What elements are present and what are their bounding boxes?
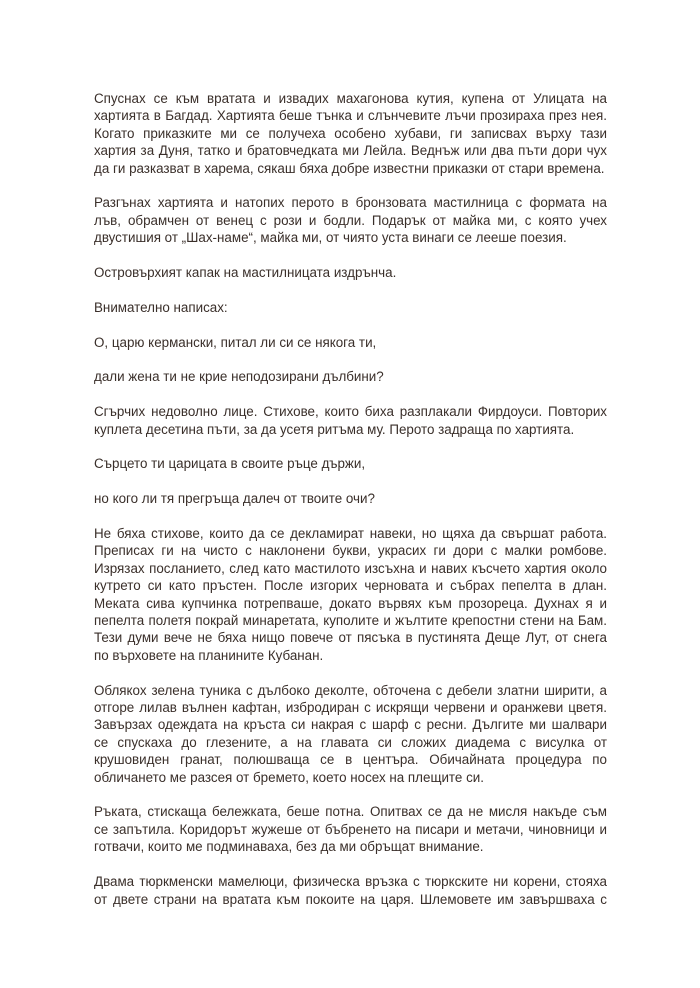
text-line: Меката сива купчинка потрепваше, докато вървях към прозореца. Духнах я и: [94, 595, 607, 611]
text-line: хартията в Багдад. Хартията беше тънка и слънчевите лъчи прозираха през нея.: [94, 108, 607, 124]
text-line: Спуснах се към вратата и извадих махагонова кутия, купена от Улицата на: [94, 91, 607, 106]
text-line: дали жена ти не крие неподозирани дълбини?: [94, 369, 384, 385]
text-line: по върховете на планините Кубанан.: [94, 647, 324, 663]
text-line: Сгърчих недоволно лице. Стихове, които биха разплакали Фирдоуси. Повторих: [94, 404, 607, 420]
text-line: пепелта полетя покрай минаретата, куполите и жълтите крепостни стени на Бам.: [94, 613, 607, 629]
text-line: хартия за Дуня, татко и братовчедката ми Лейла. Веднъж или два пъти дори чух: [94, 143, 607, 159]
text-line: Когато приказките ми се получеха особено хубави, ги записвах върху тази: [94, 125, 607, 141]
paragraph: [94, 403, 607, 438]
text-line: крушовиден гранат, полюшваща се в центъра. Обичайната процедура по: [94, 752, 607, 768]
text-line: Преписах ги на чисто с наклонени букви, украсих ги дори с малки ромбове.: [94, 543, 607, 559]
text-line: готвачи, които ме подминаваха, без да ми обръщат внимание.: [94, 839, 484, 855]
text-line: Островърхият капак на мастилницата издрънча.: [94, 265, 397, 281]
paragraph: [94, 682, 607, 786]
text-line: се запътила. Коридорът жужеше от бъбренето на писари и метачи, чиновници и: [94, 821, 607, 837]
text-line: Не бяха стихове, които да се декламират навеки, но щяха да свършат работа.: [94, 526, 607, 542]
text-line: двустишия от „Шах-наме“, майка ми, от чиято уста винаги се лееше поезия.: [94, 230, 567, 246]
text-line: Тези думи вече не бяха нищо повече от пясъка в пустинята Деще Лут, от снега: [94, 630, 607, 646]
text-line: се спускаха до глезените, а на главата си сложих диадема с висулка от: [94, 734, 607, 750]
text-line: Облякох зелена туника с дълбоко деколте, обточена с дебели златни ширити, а: [94, 682, 607, 698]
text-line: Сърцето ти царицата в своите ръце държи,: [94, 456, 366, 472]
text-line: от двете страни на вратата към покоите на царя. Шлемовете им завършваха с: [94, 891, 607, 907]
text-line: Завързах одеждата на кръста си накрая с шарф с ресни. Дългите ми шалвари: [94, 717, 607, 733]
paragraph: [94, 490, 607, 507]
paragraph: [94, 194, 607, 246]
text-line: обличането ме разсея от бремето, което носех на плещите си.: [94, 769, 484, 785]
paragraph: [94, 90, 607, 177]
document-body: [94, 90, 607, 925]
paragraph: [94, 525, 607, 664]
paragraph: [94, 264, 607, 281]
paragraph: [94, 455, 607, 472]
paragraph: [94, 368, 607, 385]
text-line: Изрязах посланието, след като мастилото изсъхна и навих късчето хартия около: [94, 560, 607, 576]
text-line: Ръката, стискаща бележката, беше потна. Опитвах се да не мисля накъде съм: [94, 804, 607, 820]
paragraph: [94, 299, 607, 316]
text-line: да ги разказват в харема, сякаш бяха добре известни приказки от стари времена.: [94, 160, 605, 176]
text-line: кутрето си като пръстен. После изгорих черновата и събрах пепелта в длан.: [94, 578, 607, 594]
paragraph: [94, 803, 607, 855]
paragraph: [94, 873, 607, 908]
text-line: Внимателно написах:: [94, 299, 228, 315]
text-line: но кого ли тя прегръща далеч от твоите очи?: [94, 491, 375, 507]
text-line: отгоре лилав вълнен кафтан, избродиран с искрящи червени и оранжеви цветя.: [94, 700, 607, 716]
text-line: Разгънах хартията и натопих перото в бронзовата мастилница с формата на: [94, 195, 607, 211]
text-line: лъв, обрамчен от венец с рози и бодли. Подарък от майка ми, с която учех: [94, 212, 607, 228]
text-line: куплета десетина пъти, за да усетя ритъма му. Перото задраща по хартията.: [94, 421, 575, 437]
text-line: О, царю кермански, питал ли си се някога ти,: [94, 334, 377, 350]
text-line: Двама тюркменски мамелюци, физическа връзка с тюркските ни корени, стояха: [94, 874, 607, 890]
paragraph: [94, 334, 607, 351]
